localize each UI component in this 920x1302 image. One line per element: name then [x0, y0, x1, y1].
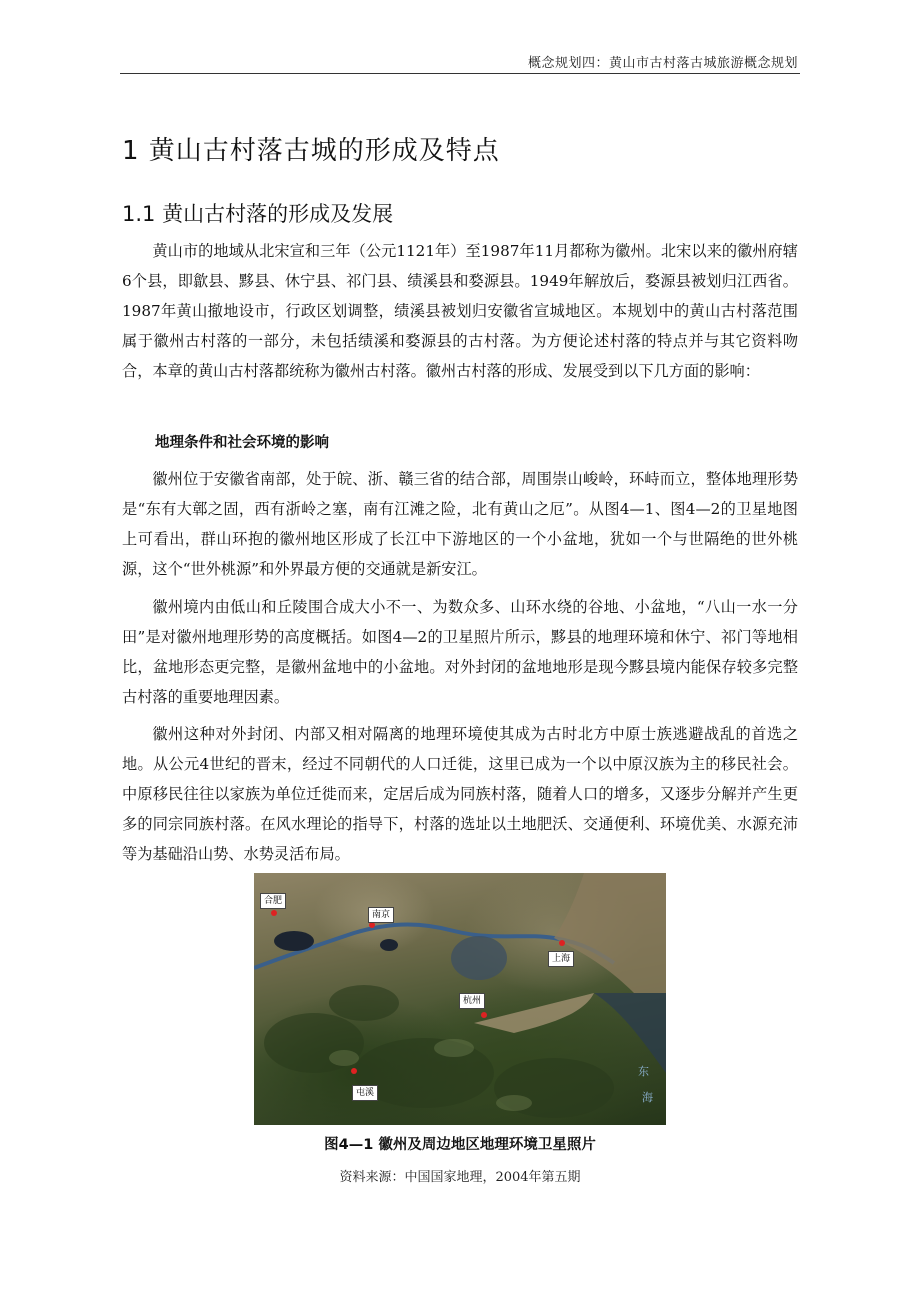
- label-hangzhou: 杭州: [459, 993, 485, 1009]
- figure-source: 资料来源：中国国家地理，2004年第五期: [339, 1170, 581, 1185]
- header-rule: [120, 73, 800, 74]
- label-nanjing: 南京: [368, 907, 394, 923]
- satellite-photo: [254, 873, 666, 1125]
- east-sea: [594, 993, 666, 1073]
- label-hefei: 合肥: [260, 893, 286, 909]
- hangzhou-bay: [474, 993, 594, 1033]
- chapter-heading: 1 黄山古村落古城的形成及特点: [122, 136, 500, 166]
- sea-label-sea: 海: [642, 1091, 653, 1104]
- taihu-lake: [451, 936, 507, 980]
- running-header: 概念规划四：黄山市古村落古城旅游概念规划: [527, 56, 798, 71]
- label-shanghai: 上海: [548, 951, 574, 967]
- chaohu-lake: [274, 931, 314, 951]
- paragraph-1: 黄山市的地域从北宋宣和三年（公元1121年）至1987年11月都称为徽州。北宋以来的徽州府辖6个县，即歙县、黟县、休宁县、祁门县、绩溪县和婺源县。1949年解放后，婺源县被划归江西省。1987年黄山撤地设市，行政区划调整，绩溪县被划归安徽省宣城地区。本规划中的黄山古村落范围属于徽州古村落的一部分，未包括绩溪和婺源县的古村落。为方便论述村落的特点并与其它资料吻合，本章的黄山古村落都统称为徽州古村落。徽州古村落的形成、发展受到以下几方面的影响：: [122, 242, 798, 380]
- shanghai-marker: [559, 940, 565, 946]
- subheading: 地理条件和社会环境的影响: [155, 435, 329, 451]
- section-heading: 1.1 黄山古村落的形成及发展: [122, 202, 394, 226]
- label-tunxi: 屯溪: [352, 1085, 378, 1101]
- small-lake: [380, 939, 398, 951]
- hangzhou-marker: [481, 1012, 487, 1018]
- estuary: [554, 873, 666, 993]
- figure-caption: 图4—1 徽州及周边地区地理环境卫星照片: [324, 1137, 596, 1153]
- paragraph-2: 徽州位于安徽省南部，处于皖、浙、赣三省的结合部，周围崇山峻岭，环峙而立，整体地理形势是“东有大鄣之固，西有浙岭之塞，南有江滩之险，北有黄山之厄”。从图4—1、图4—2的卫星地图上可看出，群山环抱的徽州地区形成了长江中下游地区的一个小盆地，犹如一个与世隔绝的世外桃源，这个“世外桃源”和外界最方便的交通就是新安江。: [122, 470, 798, 578]
- paragraph-3: 徽州境内由低山和丘陵围合成大小不一、为数众多、山环水绕的谷地、小盆地，“八山一水一分田”是对徽州地理形势的高度概括。如图4—2的卫星照片所示，黟县的地理环境和休宁、祁门等地相比，盆地形态更完整，是徽州盆地中的小盆地。对外封闭的盆地地形是现今黟县境内能保存较多完整古村落的重要地理因素。: [122, 598, 798, 706]
- sea-label-east: 东: [638, 1065, 649, 1078]
- tunxi-marker: [351, 1068, 357, 1074]
- hefei-marker: [271, 910, 277, 916]
- paragraph-4: 徽州这种对外封闭、内部又相对隔离的地理环境使其成为古时北方中原士族逃避战乱的首选之地。从公元4世纪的晋末，经过不同朝代的人口迁徙，这里已成为一个以中原汉族为主的移民社会。中原移民往往以家族为单位迁徙而来，定居后成为同族村落，随着人口的增多，又逐步分解并产生更多的同宗同族村落。在风水理论的指导下，村落的选址以土地肥沃、交通便利、环境优美、水源充沛等为基础沿山势、水势灵活布局。: [122, 725, 798, 863]
